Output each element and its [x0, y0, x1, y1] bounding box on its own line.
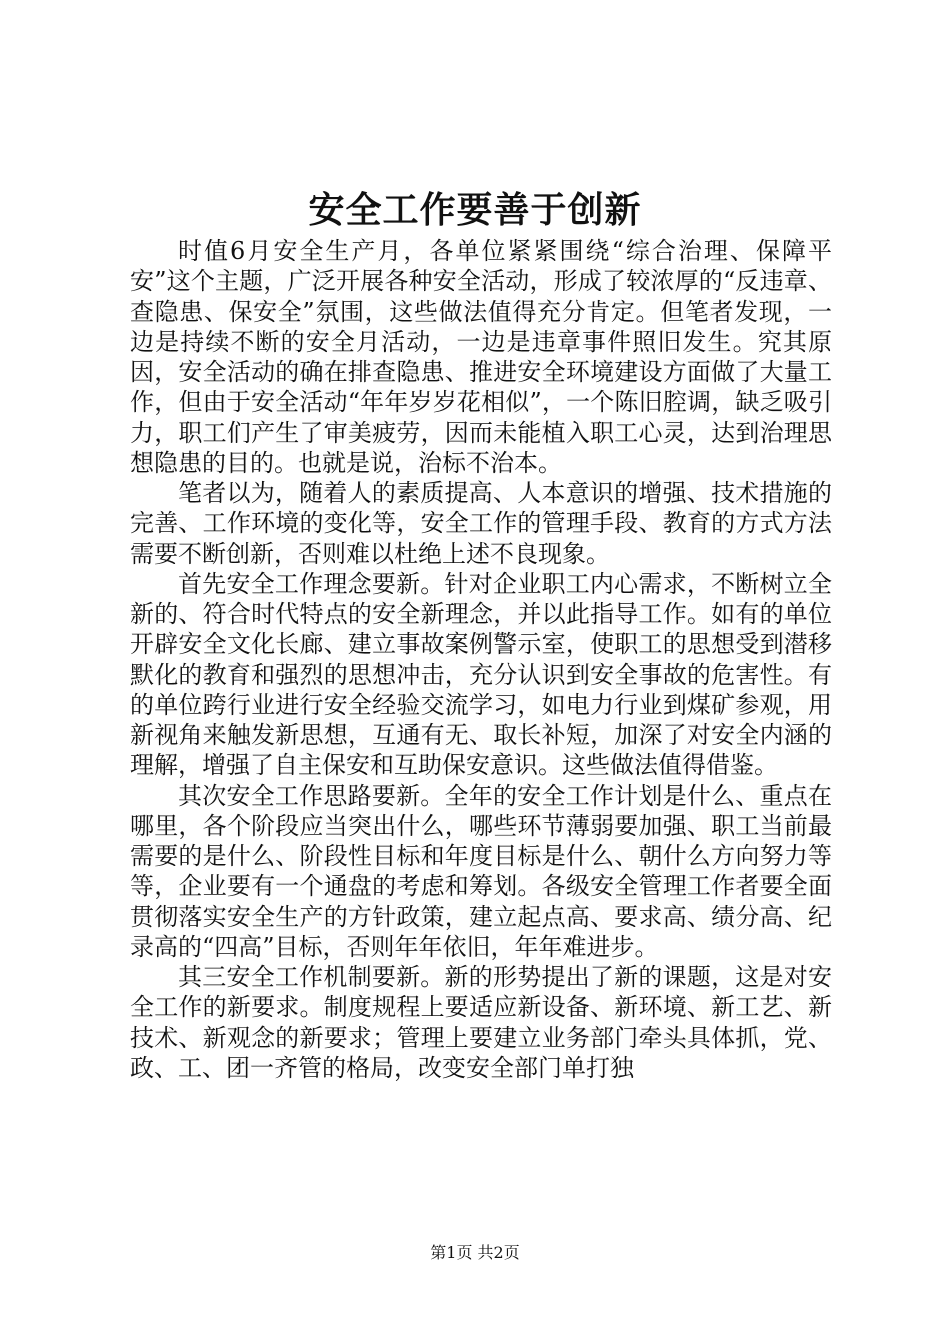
paragraph-2: 笔者以为，随着人的素质提高、人本意识的增强、技术措施的完善、工作环境的变化等，安全工作的管理手段、教育的方式方法需要不断创新，否则难以杜绝上述不良现象。 — [130, 479, 832, 568]
paragraph-4: 其次安全工作思路要新。全年的安全工作计划是什么、重点在哪里，各个阶段应当突出什么，哪些环节薄弱要加强、职工当前最需要的是什么、阶段性目标和年度目标是什么、朝什么方向努力等等，企业要有一个通盘的考虑和筹划。各级安全管理工作者要全面贯彻落实安全生产的方针政策，建立起点高、要求高、绩分高、纪录高的“四高”目标，否则年年依旧，年年难进步。 — [130, 781, 832, 961]
document-title: 安全工作要善于创新 — [308, 189, 642, 231]
paragraph-1: 时值6月安全生产月，各单位紧紧围绕“综合治理、保障平安”这个主题，广泛开展各种安全活动，形成了较浓厚的“反违章、查隐患、保安全”氛围，这些做法值得充分肯定。但笔者发现，一边是持续不断的安全月活动，一边是违章事件照旧发生。究其原因，安全活动的确在排查隐患、推进安全环境建设方面做了大量工作，但由于安全活动“年年岁岁花相似”，一个陈旧腔调，缺乏吸引力，职工们产生了审美疲劳，因而未能植入职工心灵，达到治理思想隐患的目的。也就是说，治标不治本。 — [130, 237, 832, 477]
document-body — [130, 236, 832, 1083]
page-footer: 第1页 共2页 — [430, 1243, 520, 1262]
paragraph-5: 其三安全工作机制要新。新的形势提出了新的课题，这是对安全工作的新要求。制度规程上要适应新设备、新环境、新工艺、新技术、新观念的新要求；管理上要建立业务部门牵头具体抓，党、政、工、团一齐管的格局，改变安全部门单打独 — [130, 963, 832, 1082]
paragraph-3: 首先安全工作理念要新。针对企业职工内心需求，不断树立全新的、符合时代特点的安全新理念，并以此指导工作。如有的单位开辟安全文化长廊、建立事故案例警示室，使职工的思想受到潜移默化的教育和强烈的思想冲击，充分认识到安全事故的危害性。有的单位跨行业进行安全经验交流学习，如电力行业到煤矿参观，用新视角来触发新思想，互通有无、取长补短，加深了对安全内涵的理解，增强了自主保安和互助保安意识。这些做法值得借鉴。 — [130, 569, 832, 780]
